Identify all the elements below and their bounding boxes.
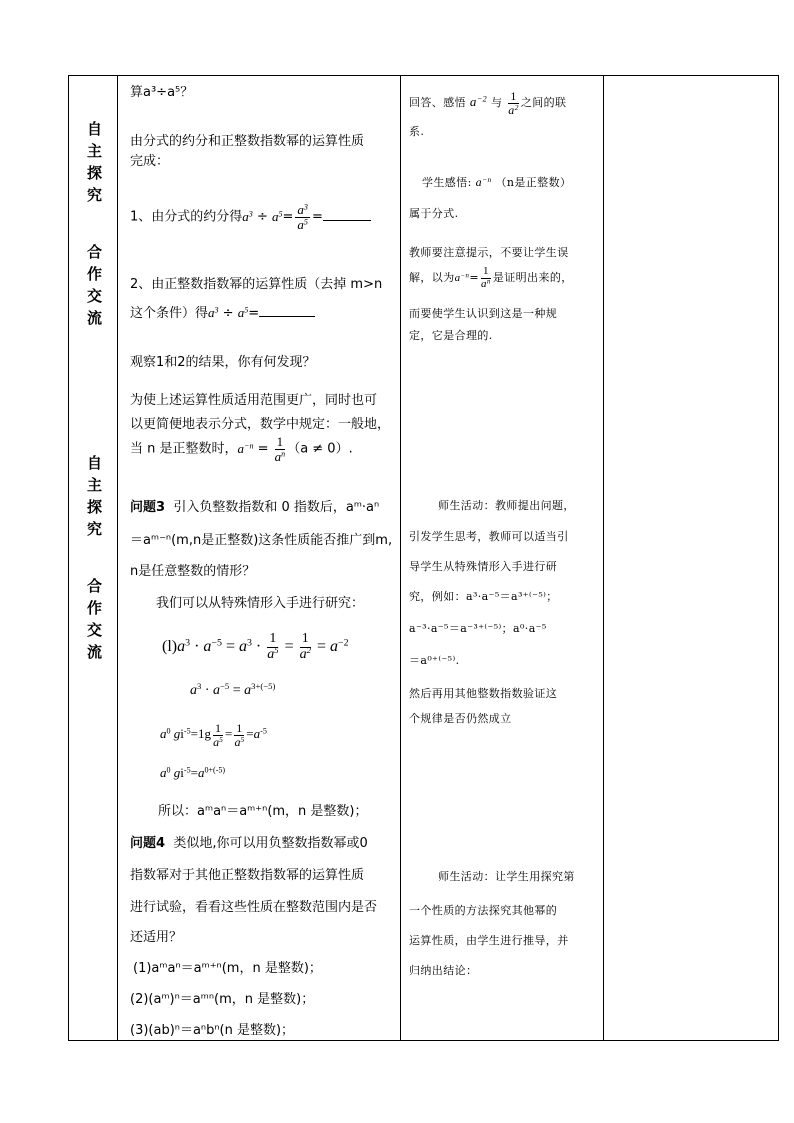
column-divider xyxy=(603,76,604,1040)
content-line: 为使上述运算性质适用范围更广，同时也可 xyxy=(130,393,378,408)
content-line: 算a³÷a⁵？ xyxy=(130,85,194,100)
answer-blank xyxy=(323,208,371,221)
equation-4: $a^0$ $gi^{-5}=a^{0+(-5)}$ xyxy=(160,765,226,780)
content-line: 完成： xyxy=(130,154,170,169)
note-line: 一个性质的方法探究其他幂的 xyxy=(409,904,558,917)
definition-line: 当 n 是正整数时，$a^{-n}$ = $\frac{1}{a^n}$ （a ≠ 0）. xyxy=(130,434,353,464)
content-line: 我们可以从特殊情形入手进行研究： xyxy=(156,596,365,611)
note-line: 回答、感悟 $a^{-2}$ 与 $\frac{1}{a^2}$ 之间的联 xyxy=(409,89,567,117)
content-line: 观察1和2的结果，你有何发现？ xyxy=(130,355,316,370)
content-line: 以更简便地表示分式，数学中规定：一般地， xyxy=(130,417,391,432)
question-3: 问题3 引入负整数指数和 0 指数后，aᵐ·aⁿ xyxy=(130,500,380,515)
note-line: 然后再用其他整数指数验证这 xyxy=(409,687,558,700)
note-line: ＝a⁰⁺⁽⁻⁵⁾. xyxy=(409,654,460,667)
content-line: 所以：aᵐaⁿ＝aᵐ⁺ⁿ(m，n 是整数)； xyxy=(158,804,368,819)
content-line: ＝aᵐ⁻ⁿ(m,n是正整数)这条性质能否推广到m, xyxy=(130,533,393,548)
column-divider xyxy=(400,76,401,1040)
content-line: 2、由正整数指数幂的运算性质（去掉 m>n xyxy=(130,277,383,292)
column-divider xyxy=(117,76,118,1040)
note-line: 引发学生思考，教师可以适当引 xyxy=(409,530,569,543)
content-line: 还适用？ xyxy=(130,930,183,945)
answer-blank xyxy=(259,304,315,317)
content-line: n是任意整数的情形？ xyxy=(130,564,256,579)
note-line: 而要使学生认识到这是一种规 xyxy=(409,307,558,320)
note-line: 个规律是否仍然成立 xyxy=(409,712,512,725)
equation-2: $a^3 \cdot a^{-5} = a^{3+(-5)}$ xyxy=(190,681,276,698)
note-line: 解，以为$a^{-n}=$ $\frac{1}{a^n}$ 是证明出来的， xyxy=(409,265,573,290)
note-line: 师生活动：教师提出问题， xyxy=(438,499,575,512)
note-line: 学生感悟: $a^{-n}$ （n是正整数） xyxy=(422,174,572,189)
note-line: 导学生从特殊情形入手进行研 xyxy=(409,560,558,573)
content-line: 指数幂对于其他正整数指数幂的运算性质 xyxy=(130,868,365,883)
property-2: (2)(aᵐ)ⁿ＝aᵐⁿ(m，n 是整数)； xyxy=(130,992,315,1007)
note-line: 究，例如：a³·a⁻⁵＝a³⁺⁽⁻⁵⁾； xyxy=(409,590,558,603)
note-line: 教师要注意提示，不要让学生误 xyxy=(409,246,569,259)
note-line: 运算性质，由学生进行推导，并 xyxy=(409,934,569,947)
property-3: (3)(ab)ⁿ＝aⁿbⁿ(n 是整数)； xyxy=(130,1023,295,1038)
note-line: a⁻³·a⁻⁵＝a⁻³⁺⁽⁻⁵⁾；a⁰·a⁻⁵ xyxy=(409,622,547,635)
content-line: 进行试验，看看这些性质在整数范围内是否 xyxy=(130,900,378,915)
note-line: 属于分式. xyxy=(409,207,459,220)
note-line: 系. xyxy=(409,125,425,138)
step-1: 1、由分式的约分得$a^3 \div a^5=$ $\frac{a^3}{a^5}$ = xyxy=(130,203,371,231)
equation-3: $a^0$ $gi^{-5}=1g$ $\frac{1}{a^5}$ = $\frac{1}{a^5}$ $=a^{-5}$ xyxy=(160,721,267,749)
property-1: (1)aᵐaⁿ＝aᵐ⁺ⁿ(m，n 是整数)； xyxy=(133,961,322,976)
note-line: 归纳出结论： xyxy=(409,964,478,977)
equation-1: $(l)a^3 \cdot a^{-5} = a^3$ · $\frac{1}{a^5}$ = $\frac{1}{a^2}$ = $a^{-2}$ xyxy=(162,631,349,662)
question-4: 问题4 类似地,你可以用负整数指数幂或0 xyxy=(130,836,368,851)
note-line: 定，它是合理的. xyxy=(409,329,493,342)
step-2: 这个条件）得$a^3 \div a^5=$ xyxy=(130,302,315,321)
note-line: 师生活动：让学生用探究第 xyxy=(438,870,575,883)
content-line: 由分式的约分和正整数指数幂的运算性质 xyxy=(130,134,365,149)
